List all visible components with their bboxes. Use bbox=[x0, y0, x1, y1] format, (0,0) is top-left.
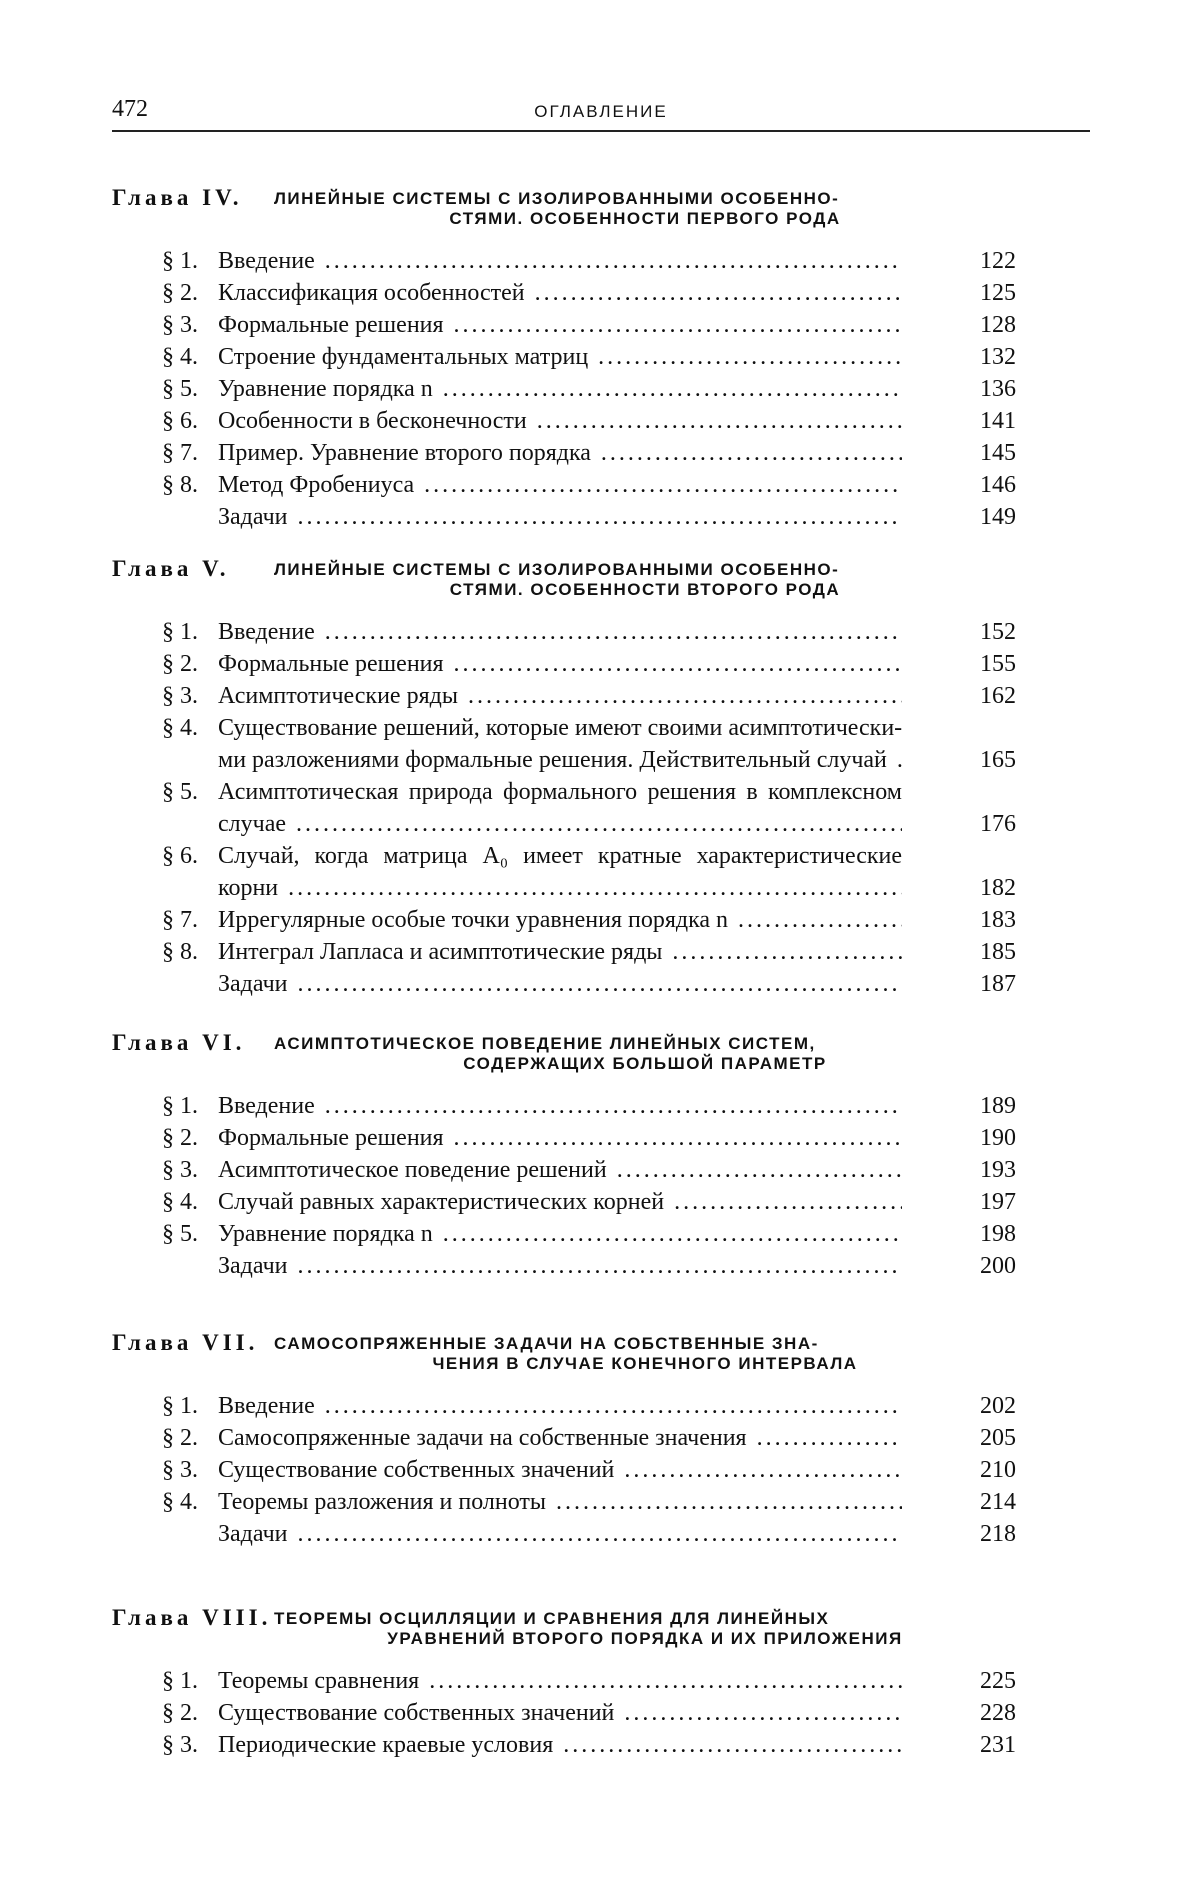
entry-title bbox=[218, 437, 902, 469]
chapter-heading bbox=[112, 1330, 1016, 1390]
entry-title-continuation bbox=[218, 808, 902, 840]
section-number: § 5. bbox=[162, 1221, 198, 1247]
entry-title-text: Существование собственных значений bbox=[218, 1700, 615, 1726]
dot-leader bbox=[443, 1218, 902, 1250]
toc-entry[interactable] bbox=[112, 648, 1016, 680]
dot-leader bbox=[556, 1486, 902, 1518]
dot-leader bbox=[325, 616, 902, 648]
page-reference: 231 bbox=[980, 1732, 1016, 1758]
section-number: § 2. bbox=[162, 280, 198, 306]
toc-entry[interactable] bbox=[112, 840, 1016, 872]
toc-entry-continuation[interactable] bbox=[112, 744, 1016, 776]
chapter-title-line-1: ТЕОРЕМЫ ОСЦИЛЛЯЦИИ И СРАВНЕНИЯ ДЛЯ ЛИНЕЙНЫХ bbox=[274, 1609, 830, 1628]
entry-title-text: Задачи bbox=[218, 971, 288, 997]
page-reference: 225 bbox=[980, 1668, 1016, 1694]
dot-leader bbox=[738, 904, 902, 936]
section-number: § 2. bbox=[162, 1700, 198, 1726]
chapter-title-line-2: СТЯМИ. ОСОБЕННОСТИ ВТОРОГО РОДА bbox=[449, 580, 841, 599]
entry-title-text: Теоремы разложения и полноты bbox=[218, 1489, 547, 1515]
section-number: § 2. bbox=[162, 1425, 198, 1451]
toc-entry[interactable] bbox=[112, 469, 1016, 501]
section-number: § 3. bbox=[162, 683, 198, 709]
toc-entry[interactable] bbox=[112, 712, 1016, 744]
section-number: § 1. bbox=[162, 1093, 198, 1119]
page-reference: 190 bbox=[980, 1125, 1016, 1151]
entry-title bbox=[218, 341, 902, 373]
page-reference: 202 bbox=[980, 1393, 1016, 1419]
toc-entry[interactable] bbox=[112, 1218, 1016, 1250]
entry-title bbox=[218, 648, 902, 680]
dot-leader bbox=[617, 1154, 902, 1186]
entry-title-continuation bbox=[218, 872, 902, 904]
toc-entry[interactable] bbox=[112, 1154, 1016, 1186]
entry-title bbox=[218, 1154, 902, 1186]
entry-title-text: Формальные решения bbox=[218, 651, 444, 677]
toc-entry[interactable] bbox=[112, 1518, 1016, 1550]
entry-title-text: Асимптотическое поведение решений bbox=[218, 1157, 607, 1183]
entry-title bbox=[218, 680, 902, 712]
chapter-title-line-1: ЛИНЕЙНЫЕ СИСТЕМЫ С ИЗОЛИРОВАННЫМИ ОСОБЕННО- bbox=[274, 560, 840, 579]
chapter-heading bbox=[112, 556, 1016, 616]
dot-leader bbox=[601, 437, 902, 469]
chapter-heading bbox=[112, 1030, 1016, 1090]
section-number: § 1. bbox=[162, 1393, 198, 1419]
page-reference: 193 bbox=[980, 1157, 1016, 1183]
toc-entry[interactable] bbox=[112, 1697, 1016, 1729]
toc-entry[interactable] bbox=[112, 936, 1016, 968]
entry-title-text: Формальные решения bbox=[218, 1125, 444, 1151]
entry-title-text: Строение фундаментальных матриц bbox=[218, 344, 589, 370]
dot-leader bbox=[298, 501, 903, 533]
page-reference: 125 bbox=[980, 280, 1016, 306]
page-reference: 198 bbox=[980, 1221, 1016, 1247]
entry-title bbox=[218, 309, 902, 341]
entry-title-text: Пример. Уравнение второго порядка bbox=[218, 440, 591, 466]
entry-title-text: Введение bbox=[218, 248, 315, 274]
entry-title bbox=[218, 1729, 902, 1761]
chapter-title-line-1: ЛИНЕЙНЫЕ СИСТЕМЫ С ИЗОЛИРОВАННЫМИ ОСОБЕННО- bbox=[274, 189, 840, 208]
section-number: § 2. bbox=[162, 651, 198, 677]
entry-title: Случай, когда матрица A₀ имеет кратные характеристические bbox=[218, 843, 902, 869]
entry-title bbox=[218, 1697, 902, 1729]
dot-leader bbox=[298, 968, 903, 1000]
entry-title-text: Введение bbox=[218, 1393, 315, 1419]
entry-title bbox=[218, 1090, 902, 1122]
page-reference: 218 bbox=[980, 1521, 1016, 1547]
entry-title-text: Формальные решения bbox=[218, 312, 444, 338]
entry-title bbox=[218, 469, 902, 501]
chapter-title bbox=[274, 1609, 1016, 1649]
section-number: § 3. bbox=[162, 1457, 198, 1483]
dot-leader bbox=[325, 245, 902, 277]
toc-entry[interactable] bbox=[112, 1422, 1016, 1454]
toc-entry[interactable] bbox=[112, 1454, 1016, 1486]
page-reference: 205 bbox=[980, 1425, 1016, 1451]
toc-entry[interactable] bbox=[112, 437, 1016, 469]
chapter-block bbox=[112, 1605, 1016, 1761]
chapter-title-line-2: ЧЕНИЯ В СЛУЧАЕ КОНЕЧНОГО ИНТЕРВАЛА bbox=[432, 1354, 858, 1373]
dot-leader bbox=[429, 1665, 902, 1697]
chapter-block bbox=[112, 1330, 1016, 1550]
chapter-block bbox=[112, 185, 1016, 533]
page-reference: 183 bbox=[980, 907, 1016, 933]
toc-entry[interactable] bbox=[112, 1186, 1016, 1218]
chapter-title-line-2: СТЯМИ. ОСОБЕННОСТИ ПЕРВОГО РОДА bbox=[449, 209, 841, 228]
entry-title bbox=[218, 904, 902, 936]
section-number: § 4. bbox=[162, 1189, 198, 1215]
toc-entry-continuation[interactable] bbox=[112, 808, 1016, 840]
dot-leader bbox=[624, 1454, 902, 1486]
page-reference: 210 bbox=[980, 1457, 1016, 1483]
dot-leader bbox=[674, 1186, 902, 1218]
running-title: ОГЛАВЛЕНИЕ bbox=[534, 102, 668, 121]
dot-leader bbox=[454, 648, 902, 680]
section-number: § 1. bbox=[162, 248, 198, 274]
entry-title bbox=[218, 1665, 902, 1697]
entry-title-continuation bbox=[218, 744, 902, 776]
chapter-label: Глава VII. bbox=[112, 1330, 259, 1355]
entry-title bbox=[218, 1454, 902, 1486]
toc-entry[interactable] bbox=[112, 405, 1016, 437]
page-reference: 162 bbox=[980, 683, 1016, 709]
entry-title bbox=[218, 1486, 902, 1518]
entry-title-text: Интеграл Лапласа и асимптотические ряды bbox=[218, 939, 663, 965]
entry-title bbox=[218, 1250, 902, 1282]
section-number: § 6. bbox=[162, 408, 198, 434]
entry-title-text: корни bbox=[218, 875, 279, 901]
toc-entry[interactable] bbox=[112, 1250, 1016, 1282]
chapter-heading bbox=[112, 185, 1016, 245]
page-reference: 141 bbox=[980, 408, 1016, 434]
dot-leader bbox=[537, 405, 902, 437]
entry-title bbox=[218, 1186, 902, 1218]
chapter-title-line-2: УРАВНЕНИЙ ВТОРОГО ПОРЯДКА И ИХ ПРИЛОЖЕНИЯ bbox=[387, 1629, 903, 1648]
page-reference: 165 bbox=[980, 747, 1016, 773]
toc-entry[interactable] bbox=[112, 277, 1016, 309]
toc-entry[interactable] bbox=[112, 904, 1016, 936]
chapter-title-line-1: САМОСОПРЯЖЕННЫЕ ЗАДАЧИ НА СОБСТВЕННЫЕ ЗНА- bbox=[274, 1334, 819, 1353]
section-number: § 4. bbox=[162, 715, 198, 741]
section-number: § 1. bbox=[162, 1668, 198, 1694]
page-reference: 136 bbox=[980, 376, 1016, 402]
entry-title bbox=[218, 1218, 902, 1250]
page-reference: 182 bbox=[980, 875, 1016, 901]
section-number: § 8. bbox=[162, 472, 198, 498]
entry-title-text: Асимптотические ряды bbox=[218, 683, 458, 709]
dot-leader bbox=[454, 1122, 902, 1154]
section-number: § 7. bbox=[162, 440, 198, 466]
section-number: § 1. bbox=[162, 619, 198, 645]
dot-leader bbox=[563, 1729, 902, 1761]
section-number: § 3. bbox=[162, 1157, 198, 1183]
entry-title-text: Задачи bbox=[218, 1521, 288, 1547]
toc-entry[interactable] bbox=[112, 1090, 1016, 1122]
entry-title-text: Уравнение порядка n bbox=[218, 1221, 433, 1247]
page-reference: 200 bbox=[980, 1253, 1016, 1279]
section-number: § 8. bbox=[162, 939, 198, 965]
dot-leader bbox=[454, 309, 902, 341]
section-number: § 6. bbox=[162, 843, 198, 869]
entry-title-text: Особенности в бесконечности bbox=[218, 408, 527, 434]
entry-title-text: Введение bbox=[218, 1093, 315, 1119]
entry-title-text: Существование собственных значений bbox=[218, 1457, 615, 1483]
entry-title bbox=[218, 1518, 902, 1550]
entry-title bbox=[218, 245, 902, 277]
page-reference: 145 bbox=[980, 440, 1016, 466]
dot-leader bbox=[298, 1518, 903, 1550]
dot-leader bbox=[325, 1090, 902, 1122]
entry-title bbox=[218, 373, 902, 405]
page-reference: 149 bbox=[980, 504, 1016, 530]
section-number: § 7. bbox=[162, 907, 198, 933]
page-reference: 197 bbox=[980, 1189, 1016, 1215]
dot-leader bbox=[298, 1250, 903, 1282]
dot-leader bbox=[535, 277, 902, 309]
entry-title-text: Уравнение порядка n bbox=[218, 376, 433, 402]
chapter-label: Глава VI. bbox=[112, 1030, 246, 1055]
entry-title bbox=[218, 616, 902, 648]
toc-entry[interactable] bbox=[112, 373, 1016, 405]
chapter-title bbox=[274, 189, 1016, 229]
toc-entry[interactable] bbox=[112, 245, 1016, 277]
dot-leader bbox=[443, 373, 902, 405]
page-reference: 185 bbox=[980, 939, 1016, 965]
chapter-title bbox=[274, 560, 1016, 600]
chapter-title bbox=[274, 1334, 1016, 1374]
chapter-block bbox=[112, 1030, 1016, 1282]
toc-entry[interactable] bbox=[112, 1665, 1016, 1697]
entry-title bbox=[218, 1390, 902, 1422]
chapter-label: Глава IV. bbox=[112, 185, 243, 210]
toc-entry[interactable] bbox=[112, 1390, 1016, 1422]
entry-title-text: Случай равных характеристических корней bbox=[218, 1189, 665, 1215]
toc-entry-continuation[interactable] bbox=[112, 872, 1016, 904]
dot-leader bbox=[624, 1697, 902, 1729]
chapter-label: Глава VIII. bbox=[112, 1605, 272, 1630]
page-number: 472 bbox=[112, 96, 148, 122]
page-reference: 132 bbox=[980, 344, 1016, 370]
section-number: § 3. bbox=[162, 1732, 198, 1758]
page-reference: 152 bbox=[980, 619, 1016, 645]
dot-leader bbox=[598, 341, 902, 373]
chapter-block bbox=[112, 556, 1016, 1000]
dot-leader bbox=[325, 1390, 902, 1422]
dot-leader bbox=[757, 1422, 902, 1454]
toc-entry[interactable] bbox=[112, 968, 1016, 1000]
page-reference: 187 bbox=[980, 971, 1016, 997]
chapter-title-line-2: СОДЕРЖАЩИХ БОЛЬШОЙ ПАРАМЕТР bbox=[463, 1054, 827, 1073]
page-reference: 146 bbox=[980, 472, 1016, 498]
entry-title-text: Метод Фробениуса bbox=[218, 472, 415, 498]
section-number: § 5. bbox=[162, 779, 198, 805]
dot-leader bbox=[897, 744, 902, 776]
dot-leader bbox=[672, 936, 902, 968]
entry-title-text: Самосопряженные задачи на собственные значения bbox=[218, 1425, 747, 1451]
entry-title bbox=[218, 277, 902, 309]
dot-leader bbox=[424, 469, 902, 501]
section-number: § 5. bbox=[162, 376, 198, 402]
chapter-title bbox=[274, 1034, 1016, 1074]
entry-title-text: Теоремы сравнения bbox=[218, 1668, 420, 1694]
entry-title-text: Классификация особенностей bbox=[218, 280, 525, 306]
page-reference: 155 bbox=[980, 651, 1016, 677]
entry-title-text: Введение bbox=[218, 619, 315, 645]
entry-title-text: Периодические краевые условия bbox=[218, 1732, 554, 1758]
entry-title bbox=[218, 968, 902, 1000]
entry-title-text: Задачи bbox=[218, 1253, 288, 1279]
entry-title-text: ми разложениями формальные решения. Действительный случай bbox=[218, 747, 887, 773]
entry-title bbox=[218, 1122, 902, 1154]
toc-entry[interactable] bbox=[112, 341, 1016, 373]
page-reference: 189 bbox=[980, 1093, 1016, 1119]
entry-title-text: Иррегулярные особые точки уравнения порядка n bbox=[218, 907, 729, 933]
entry-title: Асимптотическая природа формального решения в комплексном bbox=[218, 779, 902, 805]
page-reference: 228 bbox=[980, 1700, 1016, 1726]
page-reference: 122 bbox=[980, 248, 1016, 274]
chapter-label: Глава V. bbox=[112, 556, 230, 581]
page-reference: 128 bbox=[980, 312, 1016, 338]
entry-title bbox=[218, 1422, 902, 1454]
toc-entry[interactable] bbox=[112, 1729, 1016, 1761]
running-head bbox=[112, 96, 1090, 132]
dot-leader bbox=[288, 872, 902, 904]
section-number: § 4. bbox=[162, 344, 198, 370]
toc-entry[interactable] bbox=[112, 309, 1016, 341]
dot-leader bbox=[468, 680, 902, 712]
chapter-heading bbox=[112, 1605, 1016, 1665]
entry-title: Существование решений, которые имеют своими асимптотически- bbox=[218, 715, 902, 741]
chapter-title-line-1: АСИМПТОТИЧЕСКОЕ ПОВЕДЕНИЕ ЛИНЕЙНЫХ СИСТЕМ, bbox=[274, 1034, 816, 1053]
entry-title-text: Задачи bbox=[218, 504, 288, 530]
entry-title-text: случае bbox=[218, 811, 287, 837]
page-reference: 176 bbox=[980, 811, 1016, 837]
entry-title bbox=[218, 501, 902, 533]
dot-leader bbox=[296, 808, 902, 840]
section-number: § 3. bbox=[162, 312, 198, 338]
section-number: § 4. bbox=[162, 1489, 198, 1515]
toc-entry[interactable] bbox=[112, 501, 1016, 533]
section-number: § 2. bbox=[162, 1125, 198, 1151]
toc-entry[interactable] bbox=[112, 680, 1016, 712]
toc-entry[interactable] bbox=[112, 1122, 1016, 1154]
page-reference: 214 bbox=[980, 1489, 1016, 1515]
toc-entry[interactable] bbox=[112, 1486, 1016, 1518]
toc-entry[interactable] bbox=[112, 616, 1016, 648]
entry-title bbox=[218, 405, 902, 437]
entry-title bbox=[218, 936, 902, 968]
toc-entry[interactable] bbox=[112, 776, 1016, 808]
